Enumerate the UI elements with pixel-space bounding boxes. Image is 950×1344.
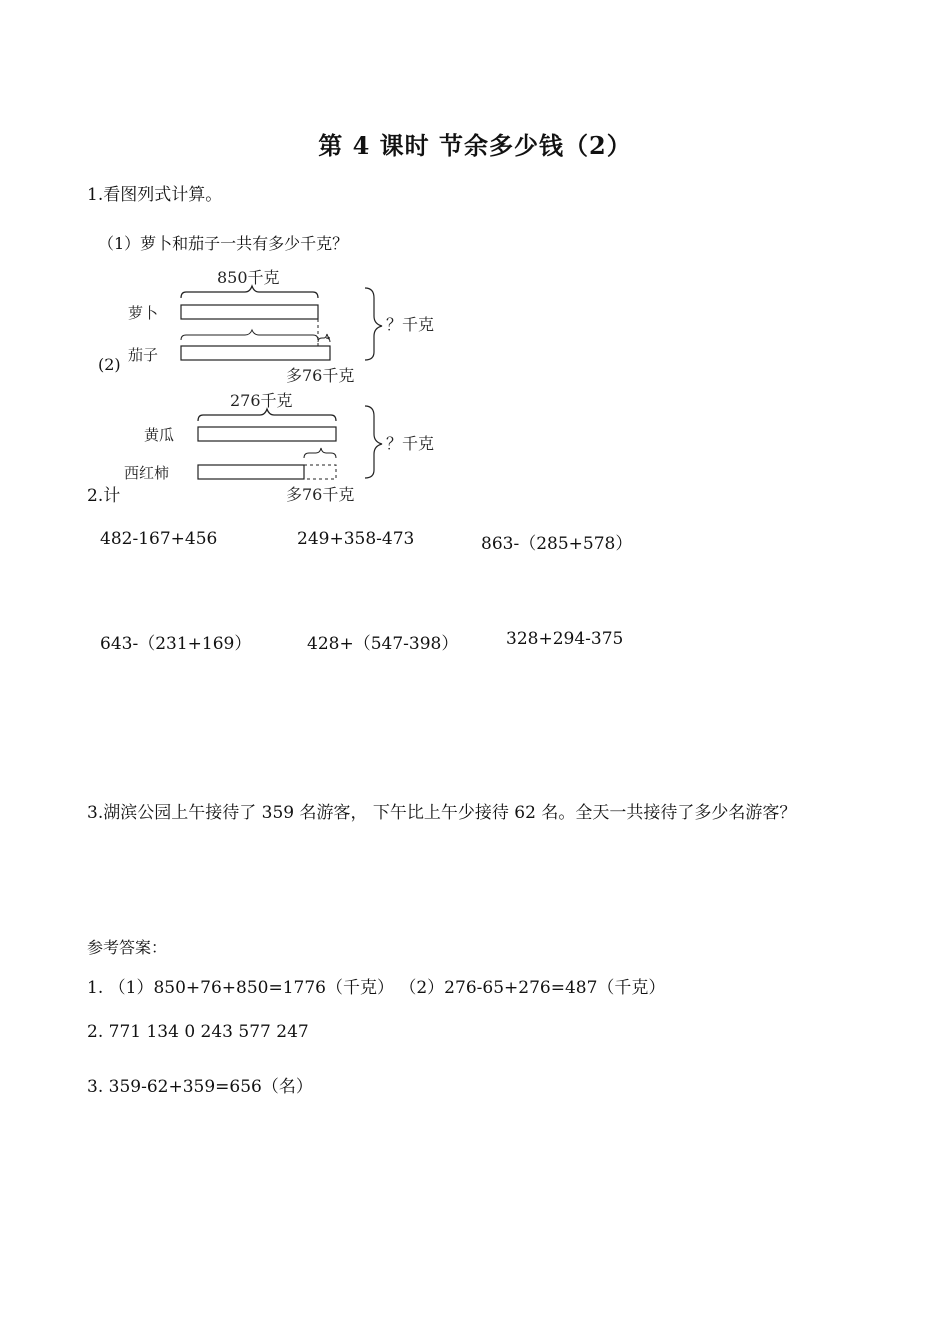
diagram1-row1-label: 萝卜	[128, 304, 159, 322]
diagram1-top-brace	[181, 286, 318, 298]
diagram1-bar-eggplant	[181, 346, 330, 360]
answer-2: 2. 771 134 0 243 577 247	[87, 1022, 309, 1042]
diagram1-right-brace	[365, 288, 382, 360]
diagram1-brace-label: ？千克	[386, 315, 435, 334]
expression: 643-（231+169）	[100, 634, 252, 654]
diagram1-bottom-label: 多76千克	[286, 366, 355, 385]
expression: 328+294-375	[506, 629, 624, 649]
expression: 482-167+456	[100, 529, 218, 549]
page-title: 第 4 课时 节余多少钱（2）	[318, 131, 632, 160]
diagram2-row2-label: 西红柿	[124, 464, 170, 482]
diagram2-bottom-label: 多76千克	[286, 485, 355, 504]
diagram1-middle-brace	[181, 330, 318, 340]
diagram2-top-brace	[198, 409, 336, 421]
diagram2-right-brace	[365, 406, 382, 478]
expression: 428+（547-398）	[307, 634, 459, 654]
bar-diagram-cucumber-tomato	[120, 386, 450, 510]
diagram2-brace-label: ？千克	[386, 434, 435, 453]
question-3-text: 3.湖滨公园上午接待了 359 名游客， 下午比上午少接待 62 名。全天一共接待了多少名游客？	[87, 803, 797, 823]
answer-1: 1. （1）850+76+850=1776（千克） （2）276-65+276=487（千克）	[87, 978, 666, 998]
diagram2-row1-label: 黄瓜	[144, 426, 175, 444]
expression: 863-（285+578）	[481, 534, 633, 554]
diagram2-bar-tomato	[198, 465, 304, 479]
question-1-sub-1: （1）萝卜和茄子一共有多少千克？	[98, 234, 349, 253]
diagram1-bar-radish	[181, 305, 318, 319]
question-1-sub-2-label: (2)	[98, 355, 121, 374]
diagram1-row2-label: 茄子	[128, 346, 159, 364]
bar-diagram-radish-eggplant	[120, 262, 450, 388]
question-2-heading: 2.计	[87, 486, 121, 506]
diagram1-extra-brace	[318, 334, 330, 342]
diagram2-top-label: 276千克	[230, 391, 293, 410]
answers-heading: 参考答案：	[87, 938, 168, 957]
expression: 249+358-473	[297, 529, 415, 549]
answer-3: 3. 359-62+359=656（名）	[87, 1077, 313, 1097]
diagram2-bar-cucumber	[198, 427, 336, 441]
diagram2-dashed-extension	[304, 465, 336, 479]
diagram2-extra-brace	[304, 448, 336, 458]
question-1-heading: 1.看图列式计算。	[87, 185, 223, 205]
diagram1-top-label: 850千克	[217, 268, 280, 287]
